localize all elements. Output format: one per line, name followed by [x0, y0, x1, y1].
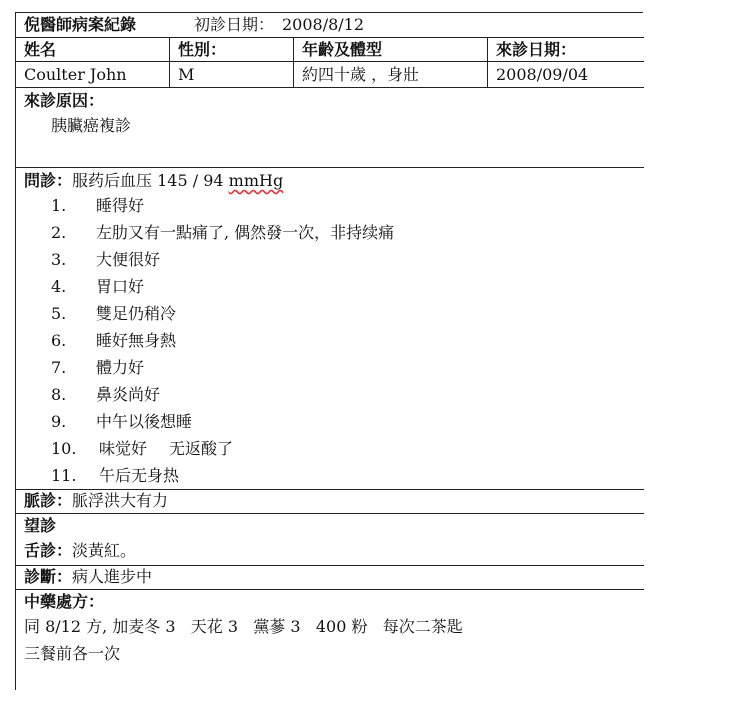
pulse-text: 脈浮洪大有力: [72, 491, 169, 510]
patient-age-build: 約四十歲 ，身壯: [302, 65, 420, 84]
list-item-text-secondary: 无返酸了: [169, 439, 234, 458]
diagnosis-text: 病人進步中: [72, 567, 153, 586]
header-visit-date: 來診日期：: [496, 40, 577, 59]
list-item-text: 味觉好: [99, 439, 148, 458]
list-item-number: 8.: [51, 385, 67, 404]
list-item: 大便很好: [96, 250, 161, 269]
list-item: 睡得好: [96, 196, 145, 215]
record-title: 倪醫師病案紀錄: [24, 15, 137, 34]
diagnosis-line: [24, 567, 152, 587]
header-age-build: 年齡及體型: [302, 40, 383, 59]
list-item: 左肋又有一點痛了, 偶然發一次，非持续痛: [96, 223, 395, 242]
tongue-line: [24, 541, 136, 561]
blood-pressure-text: 服药后血压 145 / 94: [72, 171, 229, 190]
list-item-number: 5.: [51, 304, 67, 323]
diagnosis-section: [16, 566, 644, 590]
patient-name: Coulter John: [24, 65, 127, 84]
pulse-line: [24, 491, 168, 511]
list-item: 雙足仍稍冷: [96, 304, 177, 323]
prescription-line-1: 同 8/12 方, 加麦冬 3 天花 3 黨蔘 3 400 粉 每次二茶匙: [24, 617, 463, 636]
reason-section: [16, 88, 644, 168]
inquiry-label: 問診：: [24, 171, 73, 190]
list-item: [99, 439, 233, 459]
value-visit-date-cell: [487, 62, 644, 87]
blood-pressure-unit: mmHg: [228, 171, 284, 190]
header-age-cell: [293, 38, 487, 61]
observation-label: 望診: [24, 516, 57, 535]
prescription-label: 中藥處方：: [24, 592, 105, 611]
list-item: 鼻炎尚好: [96, 385, 161, 404]
patient-table-values: [16, 62, 644, 88]
value-age-cell: [293, 62, 487, 87]
list-item: 睡好無身熱: [96, 331, 177, 350]
inquiry-section: [16, 168, 644, 490]
header-sex: 性別：: [178, 40, 227, 59]
patient-table-header: [16, 38, 644, 62]
header-name: 姓名: [24, 40, 57, 59]
list-item: 體力好: [96, 358, 145, 377]
header-name-cell: [16, 38, 169, 61]
header-sex-cell: [169, 38, 293, 61]
list-item-number: 7.: [51, 358, 67, 377]
list-item-number: 11.: [51, 466, 77, 485]
prescription-line-2: 三餐前各一次: [24, 644, 121, 663]
medical-record-sheet: [15, 12, 643, 690]
list-item: 午后无身热: [99, 466, 180, 485]
patient-sex: M: [178, 65, 195, 84]
list-item-number: 6.: [51, 331, 67, 350]
diagnosis-label: 診斷：: [24, 567, 73, 586]
list-item: 胃口好: [96, 277, 145, 296]
pulse-label: 脈診：: [24, 491, 73, 510]
list-item-number: 2.: [51, 223, 67, 242]
list-item-number: 9.: [51, 412, 67, 431]
reason-label: 來診原因：: [24, 91, 105, 110]
list-item-number: 1.: [51, 196, 67, 215]
list-item: 中午以後想睡: [96, 412, 193, 431]
inquiry-header-line: [24, 171, 283, 191]
list-item-number: 10.: [51, 439, 77, 458]
value-name-cell: [16, 62, 169, 87]
list-item-number: 3.: [51, 250, 67, 269]
reason-text: 胰臟癌複診: [51, 116, 132, 135]
first-visit-label: 初診日期：: [194, 15, 275, 34]
observation-section: [16, 514, 644, 566]
tongue-label: 舌診：: [24, 541, 73, 560]
pulse-section: [16, 490, 644, 514]
header-visit-date-cell: [487, 38, 644, 61]
prescription-section: [16, 590, 644, 690]
record-header: [16, 13, 644, 38]
first-visit-date: 2008/8/12: [282, 15, 365, 34]
value-sex-cell: [169, 62, 293, 87]
list-item-number: 4.: [51, 277, 67, 296]
patient-visit-date: 2008/09/04: [496, 65, 589, 84]
tongue-text: 淡黃紅。: [72, 541, 137, 560]
